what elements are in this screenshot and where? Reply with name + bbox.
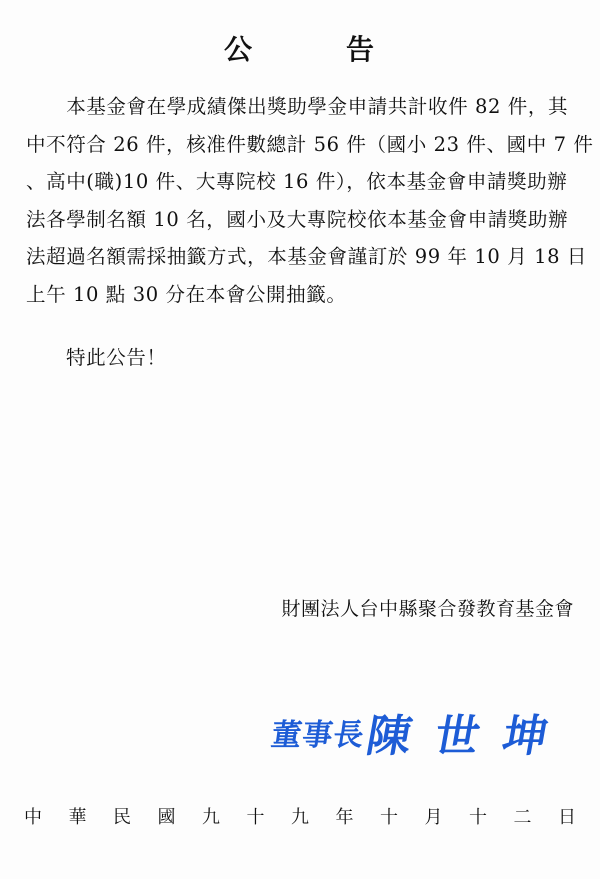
organization-name: 財團法人台中縣聚合發教育基金會 (281, 598, 574, 620)
page-title (0, 28, 600, 68)
body-line: 法各學制名額 10 名，國小及大專院校依本基金會申請獎助辦 (26, 207, 569, 231)
date-char: 中 (24, 807, 42, 828)
date-char: 九 (291, 807, 309, 828)
announcement-body (26, 88, 594, 313)
body-line: 上午 10 點 30 分在本會公開抽籤。 (26, 282, 347, 306)
issue-date (24, 803, 576, 829)
date-char: 日 (558, 807, 576, 828)
date-char: 華 (68, 807, 87, 828)
date-char: 二 (513, 807, 532, 828)
title-char-1: 公 (223, 33, 254, 66)
signature-title: 董事長 (269, 718, 367, 753)
body-line: 本基金會在學成績傑出獎助學金申請共計收件 82 件，其 (26, 95, 569, 118)
signature-block (269, 700, 576, 770)
body-line: 、高中(職)10 件、大專院校 16 件），依本基金會申請獎助辦 (26, 170, 568, 193)
date-char: 十 (469, 807, 487, 828)
date-char: 月 (424, 807, 443, 828)
date-char: 十 (246, 807, 265, 828)
date-char: 民 (113, 807, 131, 828)
date-char: 九 (202, 807, 220, 828)
closing-text: 特此公告！ (66, 346, 167, 369)
body-line: 中不符合 26 件，核准件數總計 56 件（國小 23 件、國中 7 件 (26, 132, 594, 156)
date-char: 年 (335, 807, 354, 828)
title-char-2: 告 (346, 33, 377, 66)
body-line: 法超過名額需採抽籤方式，本基金會謹訂於 99 年 10 月 18 日 (26, 245, 588, 268)
date-char: 十 (380, 807, 398, 828)
signature-name: 陳世坤 (362, 711, 576, 762)
date-char: 國 (157, 807, 176, 828)
